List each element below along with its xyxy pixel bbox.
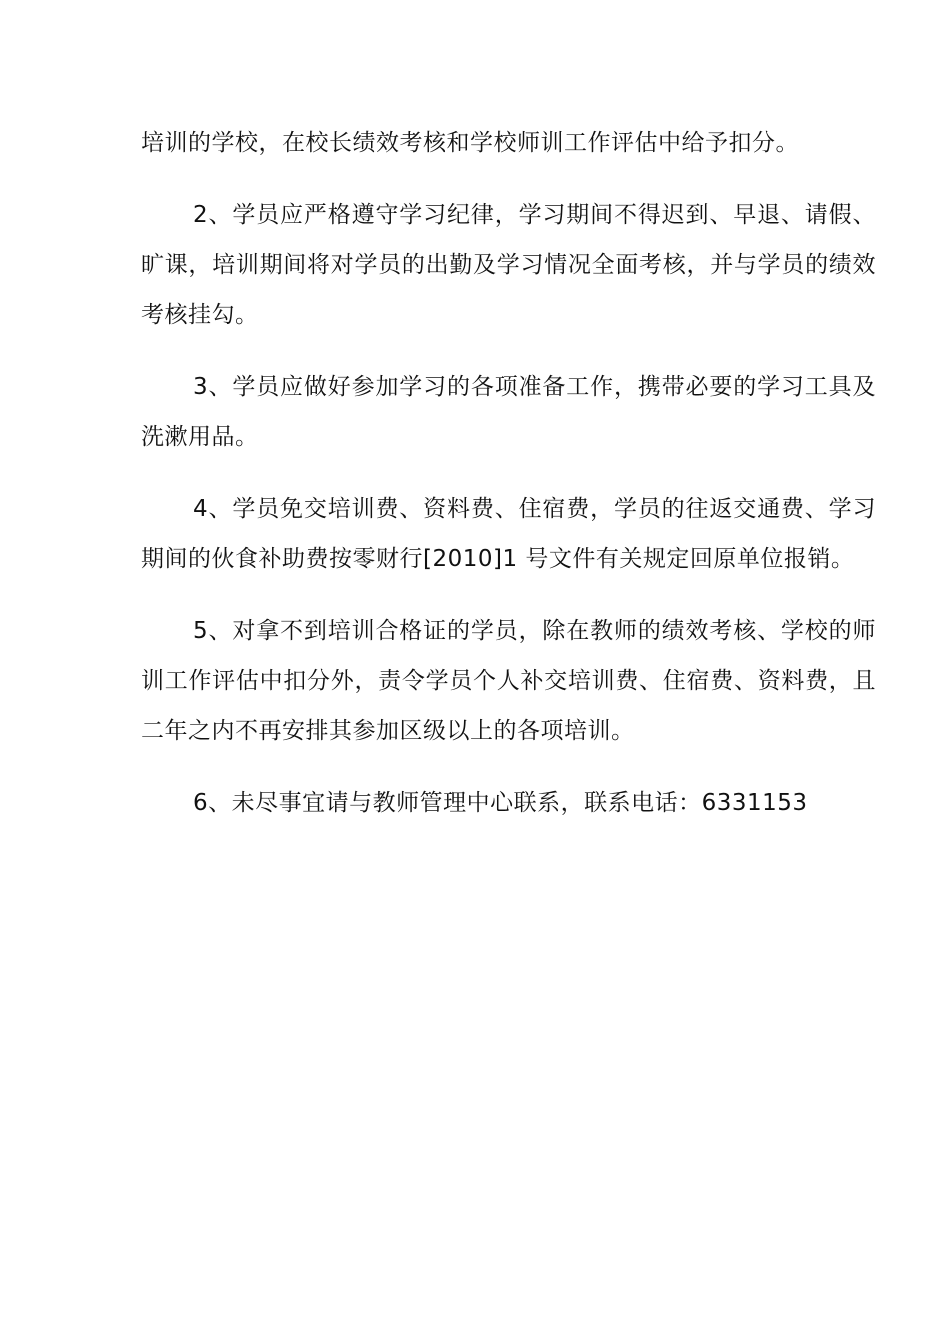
- paragraph-item-3: 3、学员应做好参加学习的各项准备工作，携带必要的学习工具及洗漱用品。: [141, 374, 876, 450]
- paragraph-item-5: 5、对拿不到培训合格证的学员，除在教师的绩效考核、学校的师训工作评估中扣分外，责令学员个人补交培训费、住宿费、资料费，且二年之内不再安排其参加区级以上的各项培训。: [141, 618, 876, 744]
- document-body: [141, 118, 876, 828]
- paragraph-item-6: 6、未尽事宜请与教师管理中心联系，联系电话：6331153: [193, 790, 808, 816]
- paragraph-item-4: 4、学员免交培训费、资料费、住宿费，学员的往返交通费、学习期间的伙食补助费按零财行[2010]1 号文件有关规定回原单位报销。: [141, 496, 876, 572]
- paragraph-continuation: 培训的学校，在校长绩效考核和学校师训工作评估中给予扣分。: [141, 130, 799, 156]
- paragraph-item-2: 2、学员应严格遵守学习纪律，学习期间不得迟到、早退、请假、旷课，培训期间将对学员的出勤及学习情况全面考核，并与学员的绩效考核挂勾。: [141, 202, 876, 328]
